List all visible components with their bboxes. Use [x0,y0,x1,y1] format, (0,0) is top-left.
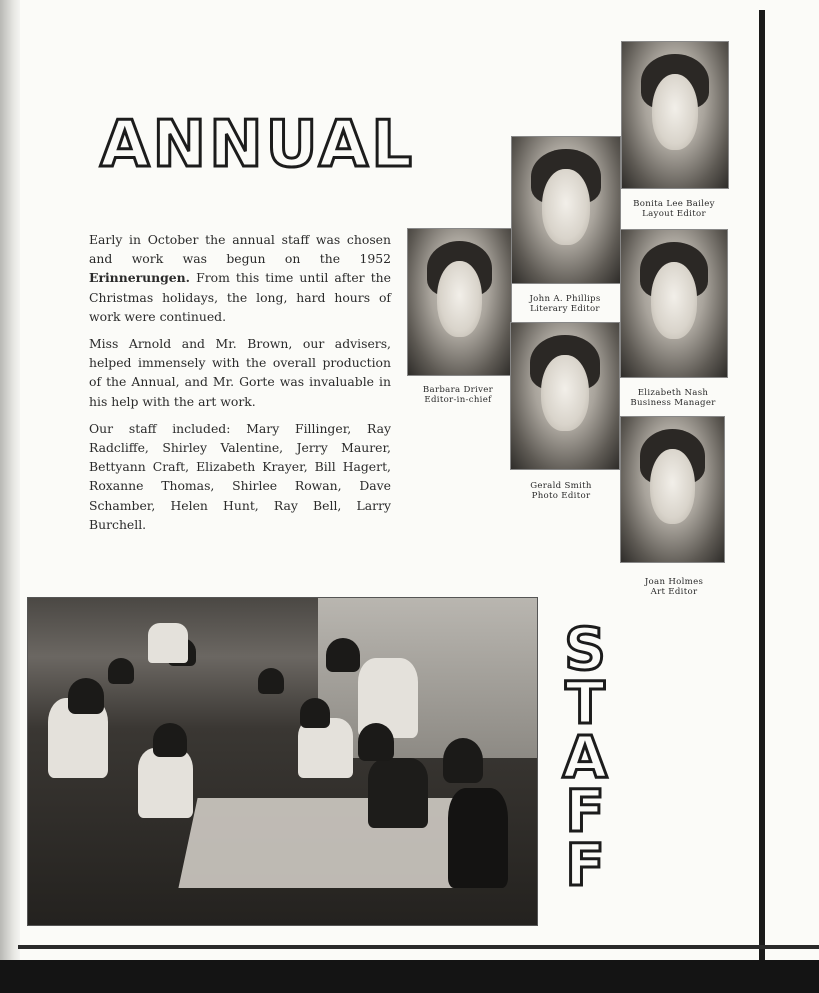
portrait-caption: Gerald Smith Photo Editor [530,481,592,501]
portrait-photo [620,229,728,378]
portrait-photo [510,322,620,470]
vertical-rule [759,10,765,965]
portrait-caption: Barbara Driver Editor-in-chief [422,385,494,405]
paragraph-2: Miss Arnold and Mr. Brown, our advisers, helped immensely with the overall production of the Annual, and Mr. Gorte was invaluable in his help with the art work. [89,336,391,409]
portrait-photo [621,41,729,189]
title-staff: S T A F F [562,615,608,899]
portrait-caption: Elizabeth Nash Business Manager [630,388,716,408]
page-binding-edge [0,0,20,993]
portrait-photo [511,136,621,284]
portrait-photo [407,228,512,376]
bottom-thick-band [0,960,819,993]
paragraph-1: Early in October the annual staff was chosen and work was begun on the 1952 Erinnerungen. From this time until after the Christmas holidays, the long, hard hours of work were continued. [89,232,391,324]
body-text [89,230,391,542]
bottom-thin-rule [18,945,819,949]
portrait-caption: John A. Phillips Literary Editor [529,294,601,314]
paragraph-3: Our staff included: Mary Fillinger, Ray Radcliffe, Shirley Valentine, Jerry Maurer, Bettyann Craft, Elizabeth Krayer, Bill Hagert, Roxanne Thomas, Shirlee Rowan, Dave Schamber, Helen Hunt, Ray Bell, Larry Burchell. [89,420,391,532]
portrait-caption: Joan Holmes Art Editor [644,577,704,597]
group-photo [27,597,538,926]
portrait-photo [620,416,725,563]
title-annual: ANNUAL [100,108,415,182]
portrait-caption: Bonita Lee Bailey Layout Editor [633,199,715,219]
